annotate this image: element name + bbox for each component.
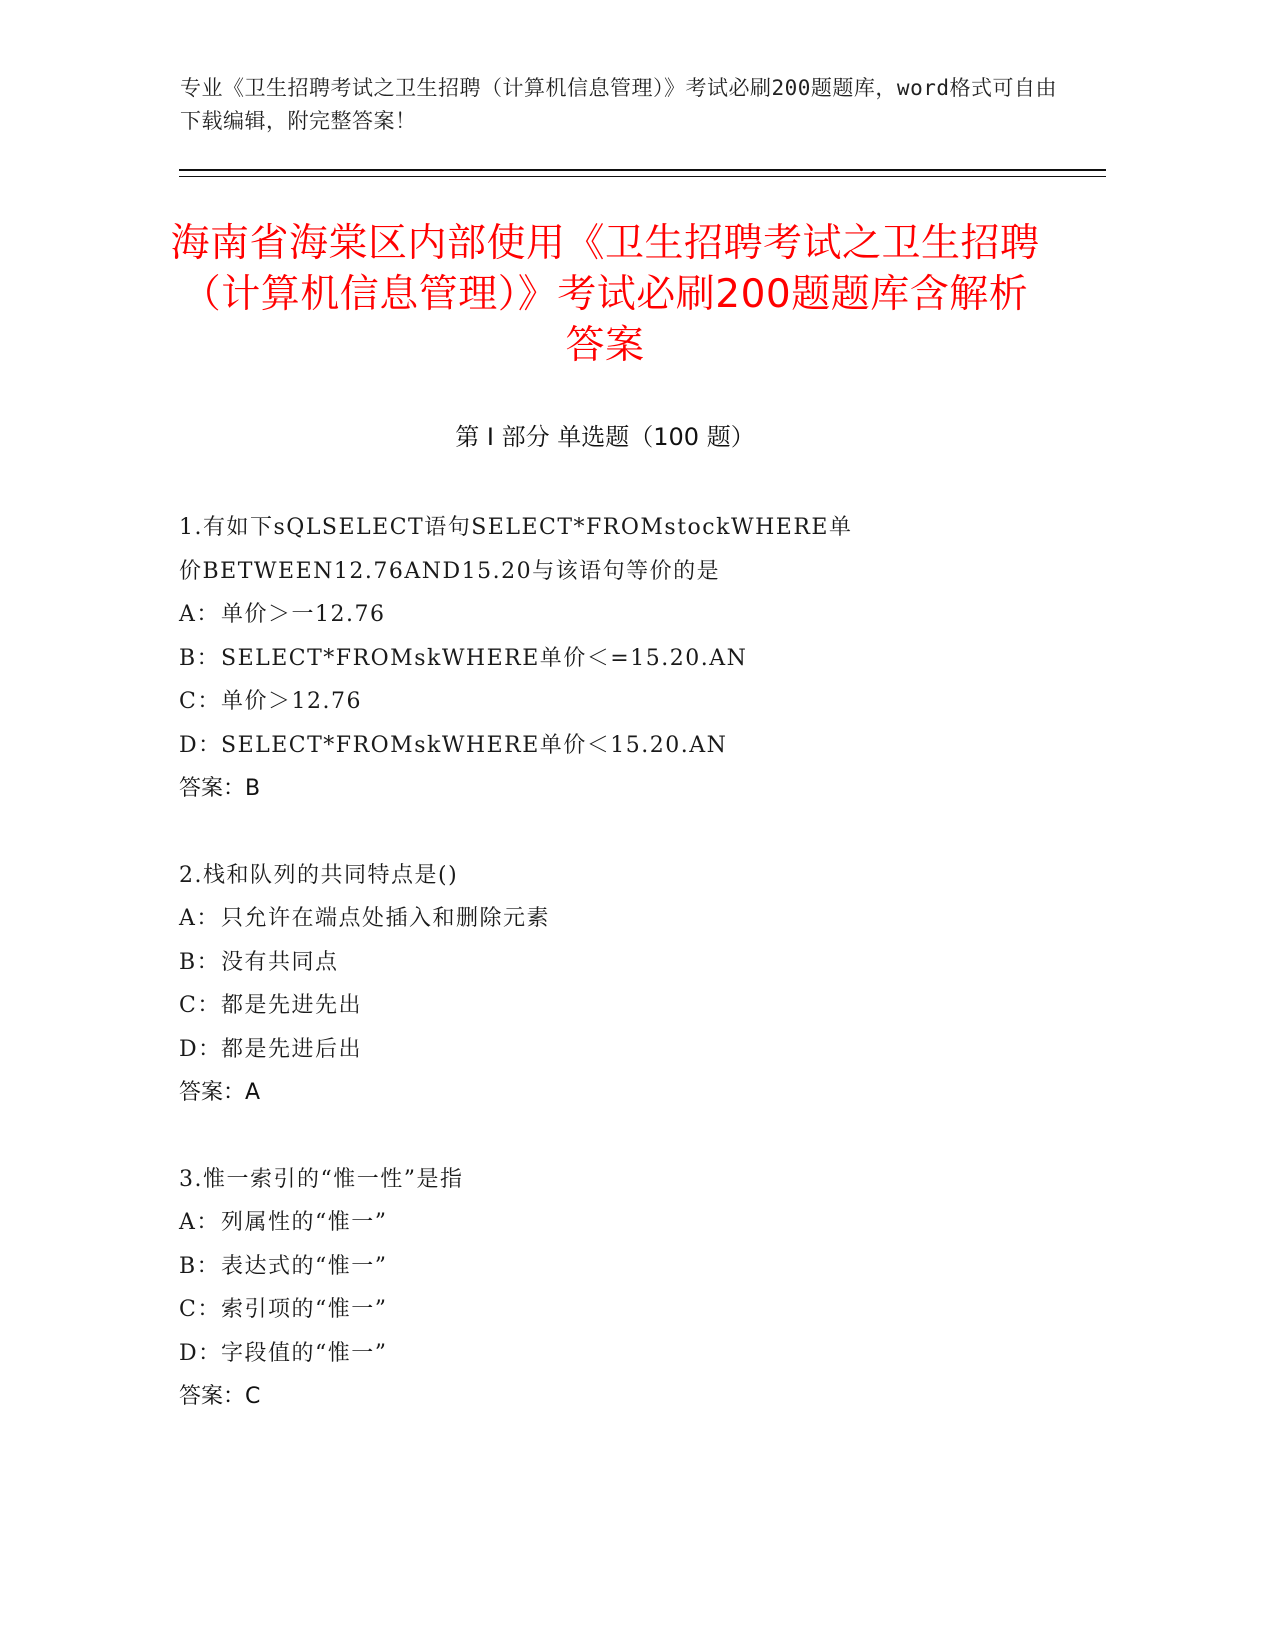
option-key: B： — [179, 1253, 221, 1279]
option-text: 列属性的“惟一” — [221, 1210, 388, 1235]
option-d — [179, 1028, 1109, 1072]
option-c — [179, 1288, 1109, 1332]
document-title: 海南省海棠区内部使用《卫生招聘考试之卫生招聘（计算机信息管理）》考试必刷200题题库含解析答案 — [170, 221, 1040, 368]
question-stem: 3.惟一索引的“惟一性”是指 — [179, 1166, 464, 1192]
answer-line: 答案：A — [179, 1080, 261, 1105]
option-key: A： — [179, 906, 220, 931]
option-c — [179, 680, 1109, 724]
question-3 — [179, 1158, 1109, 1419]
option-d — [179, 724, 1109, 768]
option-key: C： — [179, 993, 221, 1018]
option-key: C： — [179, 689, 221, 714]
option-text: 单价＞12.76 — [221, 689, 362, 714]
question-list — [179, 506, 1109, 1462]
option-a — [179, 897, 1109, 941]
section-title: 第 I 部分 单选题（100 题） — [455, 423, 755, 451]
question-1 — [179, 506, 1109, 811]
option-text: 字段值的“惟一” — [221, 1340, 388, 1366]
header-note: 专业《卫生招聘考试之卫生招聘（计算机信息管理）》考试必刷200题题库，word格式可自由下载编辑，附完整答案！ — [180, 76, 1057, 133]
option-a — [179, 593, 1109, 637]
option-d — [179, 1332, 1109, 1376]
option-key: A： — [179, 602, 220, 627]
answer-line: 答案：C — [179, 1384, 261, 1409]
option-c — [179, 984, 1109, 1028]
option-text: 都是先进后出 — [221, 1036, 363, 1062]
option-text: 表达式的“惟一” — [221, 1253, 388, 1279]
option-text: 只允许在端点处插入和删除元素 — [221, 906, 551, 931]
option-key: A： — [179, 1210, 220, 1235]
option-text: SELECT*FROMskWHERE单价＜15.20.AN — [221, 732, 728, 758]
answer-line: 答案：B — [179, 776, 261, 801]
option-key: C： — [179, 1297, 221, 1322]
option-key: B： — [179, 949, 221, 975]
option-text: 都是先进先出 — [221, 993, 363, 1018]
question-2 — [179, 854, 1109, 1115]
option-key: D： — [179, 732, 222, 758]
option-b — [179, 637, 1109, 681]
option-a — [179, 1201, 1109, 1245]
option-b — [179, 941, 1109, 985]
option-b — [179, 1245, 1109, 1289]
option-text: 索引项的“惟一” — [221, 1297, 388, 1322]
question-stem: 2.栈和队列的共同特点是() — [179, 862, 459, 888]
option-text: 没有共同点 — [221, 949, 339, 975]
option-key: D： — [179, 1036, 222, 1062]
question-stem: 1.有如下sQLSELECT语句SELECT*FROMstockWHERE单价BETWEEN12.76AND15.20与该语句等价的是 — [179, 515, 853, 584]
option-key: D： — [179, 1340, 222, 1366]
option-text: SELECT*FROMskWHERE单价＜=15.20.AN — [221, 645, 748, 671]
header-divider-thick — [179, 169, 1106, 171]
option-text: 单价＞一12.76 — [221, 602, 386, 627]
option-key: B： — [179, 645, 221, 671]
header-divider-thin — [179, 176, 1106, 177]
